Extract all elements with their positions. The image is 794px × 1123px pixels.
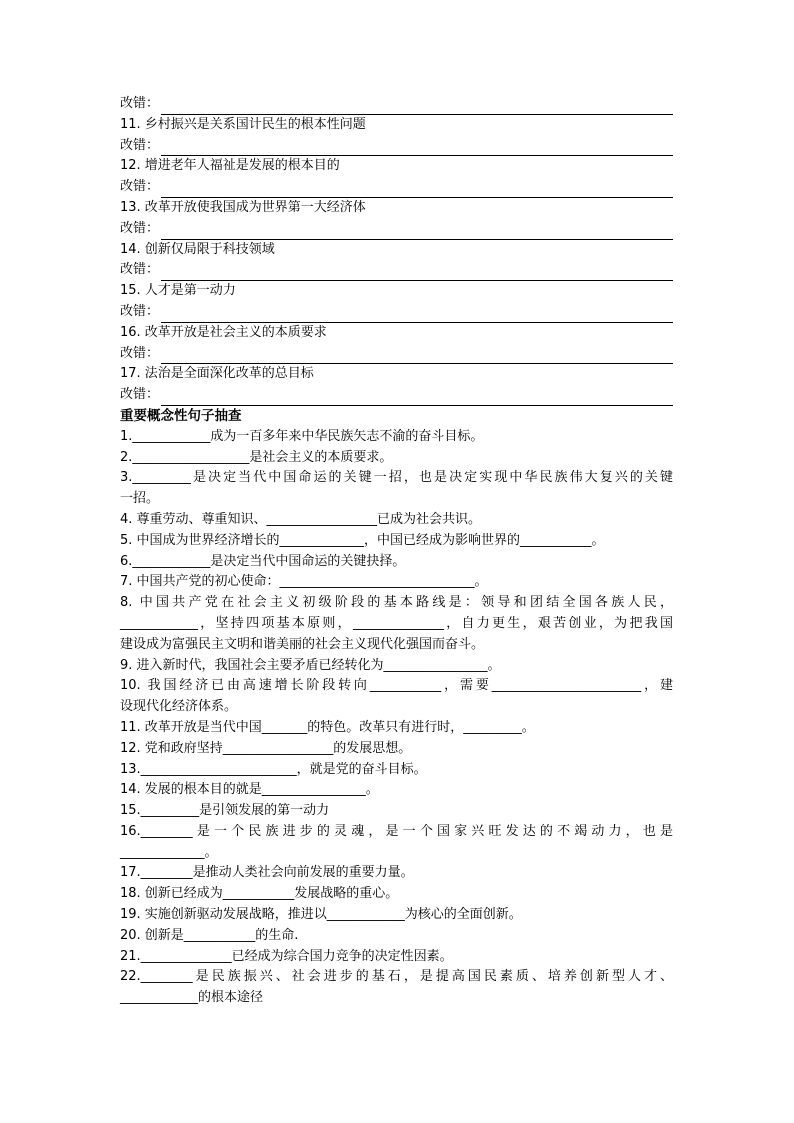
correction-label: 改错： [120,303,160,319]
question-item: 14. 创新仅局限于科技领域 [120,241,275,257]
fill-line: 17.________是推动人类社会向前发展的重要力量。 [120,865,414,881]
question-item: 17. 法治是全面深化改革的总目标 [120,366,314,382]
fill-line: 20. 创新是___________的生命. [120,927,299,943]
fill-line: ____________，坚持四项基本原则，______________，自力更生，艰苦创业，为把我国 [120,615,673,631]
fill-line: 建设成为富强民主文明和谐美丽的社会主义现代化强国而奋斗。 [120,636,485,652]
correction-answer-line[interactable] [161,265,673,281]
question-item: 13. 改革开放使我国成为世界第一大经济体 [120,199,366,215]
correction-row [120,94,673,115]
correction-answer-line[interactable] [161,140,673,156]
correction-row [120,385,673,406]
correction-row [120,219,673,240]
correction-label: 改错： [120,220,160,236]
correction-label: 改错： [120,345,160,361]
fill-line: 11. 改革开放是当代中国_______的特色。改革只有进行时，_________。 [120,719,535,735]
fill-line: 19. 实施创新驱动发展战略，推进以____________为核心的全面创新。 [120,907,522,923]
fill-line: 2.__________________是社会主义的本质要求。 [120,449,393,465]
question-item: 12. 增进老年人福祉是发展的根本目的 [120,158,340,174]
fill-line: ____________的根本途径 [120,990,264,1006]
fill-line: 5. 中国成为世界经济增长的_____________，中国已经成为影响世界的___________。 [120,532,605,548]
fill-line: 3._________是决定当代中国命运的关键一招，也是决定实现中华民族伟大复兴的关键 [120,470,673,486]
correction-row [120,260,673,281]
fill-line: 16.________是一个民族进步的灵魂，是一个国家兴旺发达的不竭动力，也是 [120,823,673,839]
fill-line: 10. 我国经济已由高速增长阶段转向___________，需要_______________________，建 [120,678,673,694]
fill-line: _____________。 [120,844,218,860]
fill-line: 18. 创新已经成为___________发展战略的重心。 [120,886,399,902]
fill-line: 4. 尊重劳动、尊重知识、_________________已成为社会共识。 [120,511,482,527]
worksheet-content [120,94,673,1009]
correction-row [120,344,673,365]
fill-line: 设现代化经济体系。 [120,699,238,715]
fill-line: 13.________________________，就是党的奋斗目标。 [120,761,427,777]
fill-line: 14. 发展的根本目的就是________________。 [120,782,379,798]
fill-line: 7. 中国共产党的初心使命：______________________________。 [120,574,488,590]
correction-row [120,302,673,323]
question-item: 15. 人才是第一动力 [120,283,236,299]
fill-line: 一招。 [120,491,160,507]
correction-row [120,136,673,157]
correction-label: 改错： [120,137,160,153]
correction-label: 改错： [120,262,160,278]
correction-answer-line[interactable] [161,99,673,115]
correction-row [120,177,673,198]
correction-answer-line[interactable] [161,348,673,364]
correction-label: 改错： [120,179,160,195]
question-item: 16. 改革开放是社会主义的本质要求 [120,324,327,340]
fill-line: 22.________是民族振兴、社会进步的基石，是提高国民素质、培养创新型人才、 [120,969,673,985]
section-title: 重要概念性句子抽查 [120,407,242,424]
fill-line: 12. 党和政府坚持_________________的发展思想。 [120,740,412,756]
fill-line: 15._________是引领发展的第一动力 [120,803,330,819]
fill-line: 21.______________已经成为综合国力竞争的决定性因素。 [120,948,453,964]
correction-label: 改错： [120,387,160,403]
correction-answer-line[interactable] [161,224,673,240]
correction-answer-line[interactable] [161,182,673,198]
fill-line: 9. 进入新时代，我国社会主要矛盾已经转化为________________。 [120,657,501,673]
question-item: 11. 乡村振兴是关系国计民生的根本性问题 [120,116,366,132]
fill-line: 1.____________成为一百多年来中华民族矢志不渝的奋斗目标。 [120,428,484,444]
correction-answer-line[interactable] [161,307,673,323]
fill-line: 8. 中国共产党在社会主义初级阶段的基本路线是：领导和团结全国各族人民， [120,595,673,611]
correction-answer-line[interactable] [161,390,673,406]
fill-line: 6.____________是决定当代中国命运的关键抉择。 [120,553,406,569]
correction-label: 改错： [120,96,160,111]
